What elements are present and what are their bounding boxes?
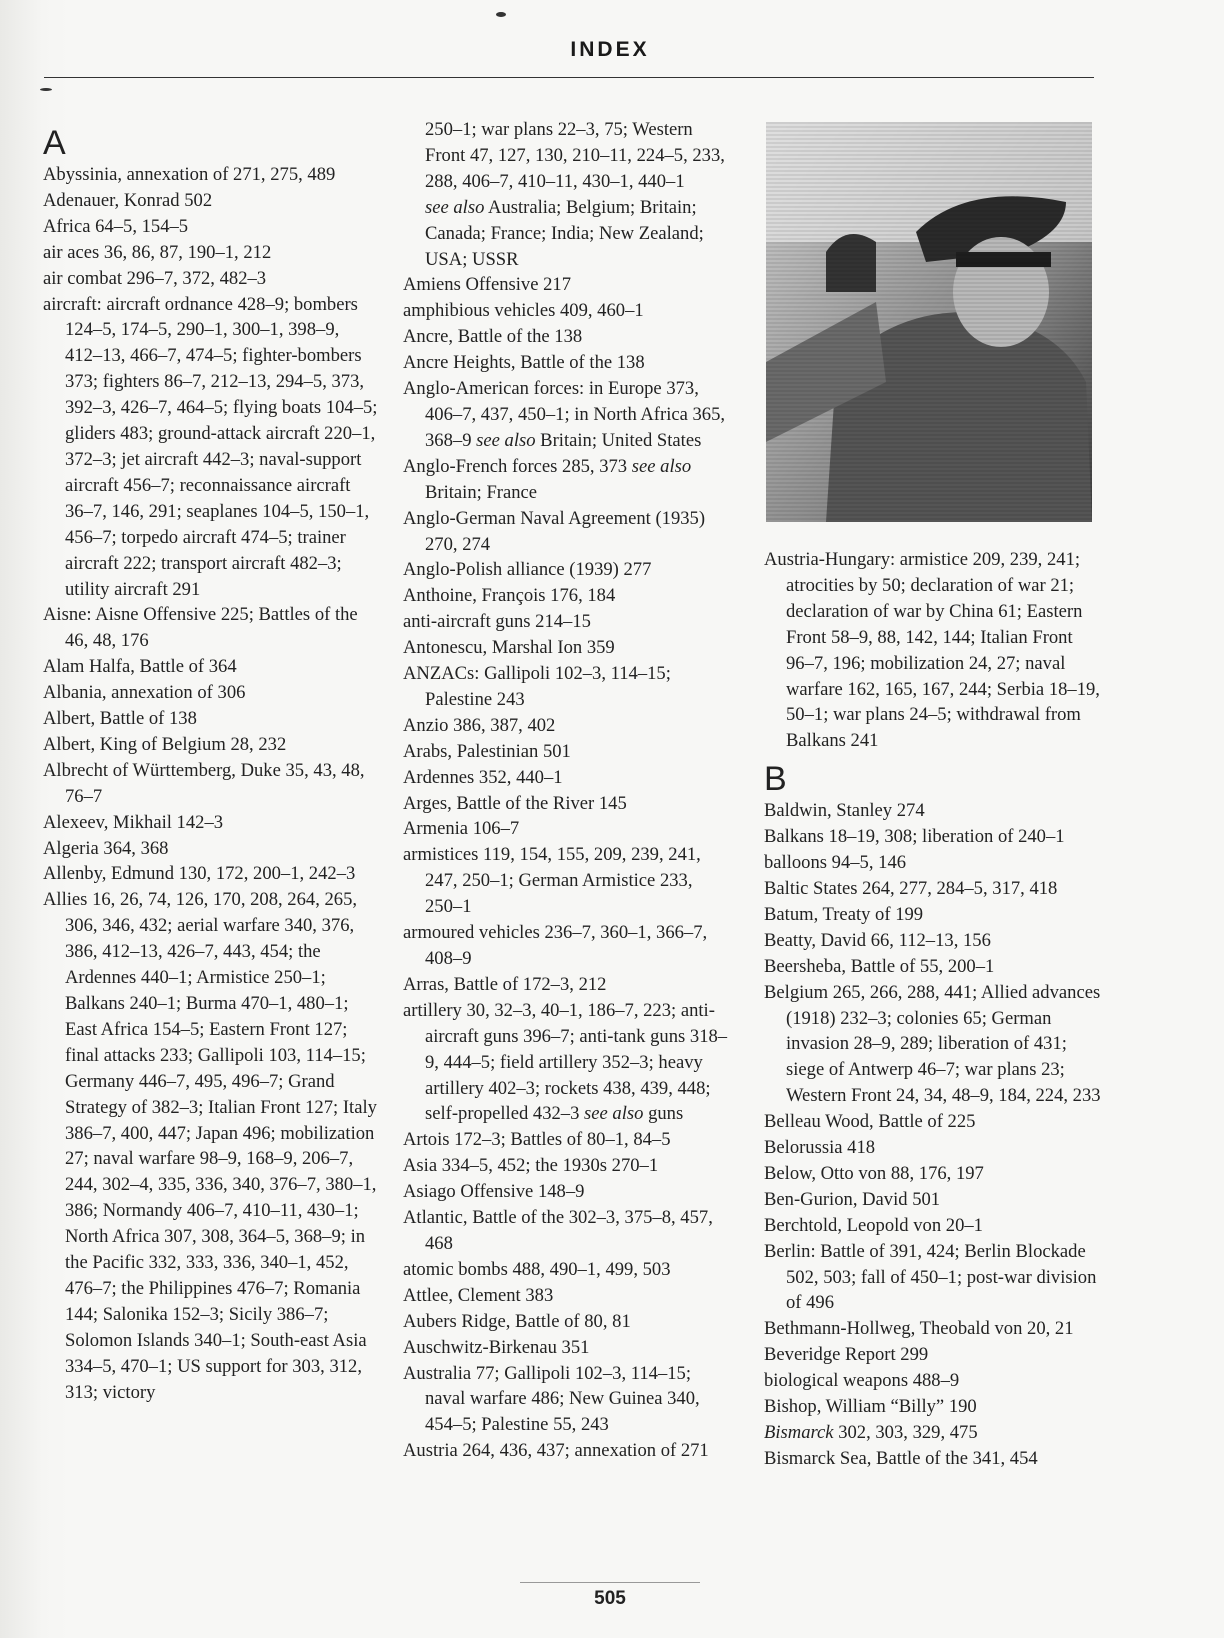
- index-entry: Bishop, William “Billy” 190: [764, 1396, 977, 1418]
- portrait-photo-graphic: [766, 122, 1092, 522]
- index-entry: anti-aircraft guns 214–15: [403, 611, 591, 633]
- index-entry: Albert, King of Belgium 28, 232: [43, 733, 287, 755]
- index-entry: Belleau Wood, Battle of 225: [764, 1111, 976, 1133]
- index-entry: Ancre Heights, Battle of the 138: [403, 352, 645, 374]
- index-entry: Allies 16, 26, 74, 126, 170, 208, 264, 265, 306, 346, 432; aerial warfare 340, 376, 386, 412–13, 426–7, 443, 454; the Ardennes 440–1; Armistice 250–1; Balkans 240–1; Burma 470–1, 480–1; East Africa 154–5; Eastern Front 127; final attacks 233; Gallipoli 103, 114–15; Germany 446–7, 495, 496–7; Grand Strategy of 382–3; Italian Front 127; Italy 386–7, 400, 447; Japan 496; mobilization 27; naval warfare 98–9, 168–9, 206–7, 244, 302–4, 335, 336, 340, 376–7, 380–1, 386; Normandy 406–7, 410–11, 430–1; North Africa 307, 308, 364–5, 368–9; in the Pacific 332, 333, 336, 340–1, 452, 476–7; the Philippines 476–7; Romania 144; Salonika 152–3; Sicily 386–7; Solomon Islands 340–1; South-east Asia 334–5, 470–1; US support for 303, 312, 313; victory: [43, 889, 377, 1403]
- index-entry: Allenby, Edmund 130, 172, 200–1, 242–3: [43, 863, 356, 885]
- index-entry: Below, Otto von 88, 176, 197: [764, 1162, 984, 1184]
- index-entry: Belgium 265, 266, 288, 441; Allied advances (1918) 232–3; colonies 65; German invasion 28–9, 289; liberation of 431; siege of Antwerp 46–7; war plans 23; Western Front 24, 34, 48–9, 184, 224, 233: [764, 981, 1101, 1107]
- index-entry: Algeria 364, 368: [43, 837, 169, 859]
- index-entry: air combat 296–7, 372, 482–3: [43, 267, 267, 289]
- index-entry: Berchtold, Leopold von 20–1: [764, 1214, 983, 1236]
- index-entry: Balkans 18–19, 308; liberation of 240–1: [764, 826, 1065, 848]
- index-entry: Belorussia 418: [764, 1137, 876, 1159]
- index-entry: biological weapons 488–9: [764, 1370, 960, 1392]
- index-entry: Arabs, Palestinian 501: [403, 740, 571, 762]
- index-entry: Armenia 106–7: [403, 818, 520, 840]
- index-entry-continuation: 250–1; war plans 22–3, 75; Western Front 47, 127, 130, 210–11, 224–5, 233, 288, 406–7, 410–11, 430–1, 440–1: [425, 119, 725, 192]
- index-entry: Anglo-Polish alliance (1939) 277: [403, 559, 652, 581]
- index-entry: Africa 64–5, 154–5: [43, 215, 189, 237]
- index-entry-text: Anglo-French forces 285, 373: [403, 455, 632, 477]
- index-entry: aircraft: aircraft ordnance 428–9; bombers 124–5, 174–5, 290–1, 300–1, 398–9, 412–13, 466–7, 474–5; fighter-bombers 373; fighters 86–7, 212–13, 294–5, 373, 392–3, 426–7, 464–5; flying boats 104–5; gliders 483; ground-attack aircraft 220–1, 372–3; jet aircraft 442–3; naval-support aircraft 456–7; reconnaissance aircraft 36–7, 146, 291; seaplanes 104–5, 150–1, 456–7; torpedo aircraft 474–5; trainer aircraft 222; transport aircraft 482–3; utility aircraft 291: [43, 293, 378, 600]
- see-also-label: see also: [584, 1103, 644, 1125]
- index-entry: [403, 454, 733, 506]
- footer-divider: [520, 1582, 700, 1583]
- index-entry: Abyssinia, annexation of 271, 275, 489: [43, 164, 336, 185]
- index-entry-text: Anglo-American forces: in Europe 373, 406–7, 437, 450–1; in North Africa 365, 368–9: [403, 378, 726, 451]
- index-entry-text: artillery 30, 32–3, 40–1, 186–7, 223; anti-aircraft guns 396–7; anti-tank guns 318–9, 444–5; field artillery 352–3; heavy artillery 402–3; rockets 438, 439, 448; self-propelled 432–3: [403, 999, 728, 1125]
- index-entry: Berlin: Battle of 391, 424; Berlin Blockade 502, 503; fall of 450–1; post-war division of 496: [764, 1240, 1097, 1314]
- index-entry: [403, 195, 733, 273]
- index-column-1: [43, 118, 378, 1406]
- index-entry: Amiens Offensive 217: [403, 274, 572, 296]
- index-entry: Atlantic, Battle of the 302–3, 375–8, 457, 468: [403, 1207, 713, 1254]
- index-entry: Aisne: Aisne Offensive 225; Battles of the 46, 48, 176: [43, 604, 358, 652]
- index-entry: [403, 376, 733, 454]
- see-also-label: see also: [425, 196, 485, 218]
- index-entry-text: Britain; United States: [535, 429, 702, 451]
- index-entry: Anzio 386, 387, 402: [403, 714, 556, 736]
- index-entry: balloons 94–5, 146: [764, 852, 907, 874]
- index-entry: Baldwin, Stanley 274: [764, 800, 925, 822]
- section-letter-heading: A: [43, 124, 66, 162]
- index-entry-text: Australia; Belgium; Britain; Canada; France; India; New Zealand; USA; USSR: [425, 196, 704, 270]
- index-entry-text: Britain; France: [425, 481, 538, 503]
- index-entry: Albrecht of Württemberg, Duke 35, 43, 48, 76–7: [43, 759, 365, 807]
- index-column-3: [764, 547, 1104, 1472]
- index-entry: Albert, Battle of 138: [43, 708, 197, 730]
- index-entry: ANZACs: Gallipoli 102–3, 114–15; Palestine 243: [403, 663, 671, 710]
- index-entry: armistices 119, 154, 155, 209, 239, 241, 247, 250–1; German Armistice 233, 250–1: [403, 844, 701, 918]
- page-number: 505: [594, 1588, 626, 1609]
- index-entry: Anthoine, François 176, 184: [403, 585, 616, 607]
- index-column-2: [403, 117, 733, 1464]
- index-entry: Anglo-German Naval Agreement (1935) 270, 274: [403, 507, 706, 555]
- index-entry: Alexeev, Mikhail 142–3: [43, 811, 224, 833]
- index-entry: Adenauer, Konrad 502: [43, 189, 213, 211]
- index-entry: Austria 264, 436, 437; annexation of 271: [403, 1440, 709, 1462]
- index-entry: Asiago Offensive 148–9: [403, 1181, 585, 1203]
- see-also-label: see also: [631, 455, 692, 477]
- see-also-label: see also: [476, 429, 536, 451]
- index-entry: Aubers Ridge, Battle of 80, 81: [403, 1310, 631, 1332]
- index-entry: amphibious vehicles 409, 460–1: [403, 300, 644, 322]
- index-entry: Ben-Gurion, David 501: [764, 1188, 941, 1210]
- ink-smudge: [40, 88, 52, 91]
- index-entry: Beveridge Report 299: [764, 1344, 929, 1366]
- index-entry: Batum, Treaty of 199: [764, 903, 924, 925]
- index-entry: Austria-Hungary: armistice 209, 239, 241; atrocities by 50; declaration of war 21; declaration of war by China 61; Eastern Front 58–9, 88, 142, 144; Italian Front 96–7, 196; mobilization 24, 27; naval warfare 162, 165, 167, 244; Serbia 18–19, 50–1; war plans 24–5; withdrawal from Balkans 241: [764, 549, 1100, 752]
- section-letter-heading: B: [764, 760, 787, 799]
- index-entry: Alam Halfa, Battle of 364: [43, 656, 237, 678]
- index-entry-text: guns: [643, 1103, 684, 1125]
- index-entry: Beatty, David 66, 112–13, 156: [764, 929, 991, 951]
- index-entry-text: 302, 303, 329, 475: [833, 1422, 978, 1443]
- index-entry: atomic bombs 488, 490–1, 499, 503: [403, 1258, 671, 1280]
- index-entry: air aces 36, 86, 87, 190–1, 212: [43, 241, 272, 263]
- index-entry-heading: Bismarck: [764, 1422, 834, 1443]
- index-entry: Baltic States 264, 277, 284–5, 317, 418: [764, 877, 1058, 899]
- index-entry: armoured vehicles 236–7, 360–1, 366–7, 408–9: [403, 922, 708, 969]
- header-divider: [44, 77, 1094, 78]
- index-entry: Bethmann-Hollweg, Theobald von 20, 21: [764, 1318, 1074, 1340]
- index-entry: Ancre, Battle of the 138: [403, 326, 583, 348]
- index-entry: Beersheba, Battle of 55, 200–1: [764, 955, 995, 977]
- page-title: INDEX: [570, 38, 650, 61]
- index-entry: Antonescu, Marshal Ion 359: [403, 637, 615, 659]
- index-entry: Australia 77; Gallipoli 102–3, 114–15; naval warfare 486; New Guinea 340, 454–5; Palestine 55, 243: [403, 1362, 700, 1436]
- index-entry: Albania, annexation of 306: [43, 682, 246, 704]
- portrait-photo: [766, 122, 1092, 522]
- index-entry: Artois 172–3; Battles of 80–1, 84–5: [403, 1129, 671, 1151]
- index-entry: Auschwitz-Birkenau 351: [403, 1336, 590, 1358]
- index-entry: [764, 1420, 1104, 1446]
- index-entry: Bismarck Sea, Battle of the 341, 454: [764, 1447, 1038, 1469]
- ink-smudge: [496, 12, 506, 17]
- index-entry: Ardennes 352, 440–1: [403, 766, 563, 788]
- index-entry: [403, 998, 733, 1128]
- index-entry: Arges, Battle of the River 145: [403, 792, 627, 814]
- index-entry: Arras, Battle of 172–3, 212: [403, 973, 607, 995]
- index-entry: Attlee, Clement 383: [403, 1284, 554, 1306]
- index-entry: Asia 334–5, 452; the 1930s 270–1: [403, 1155, 659, 1177]
